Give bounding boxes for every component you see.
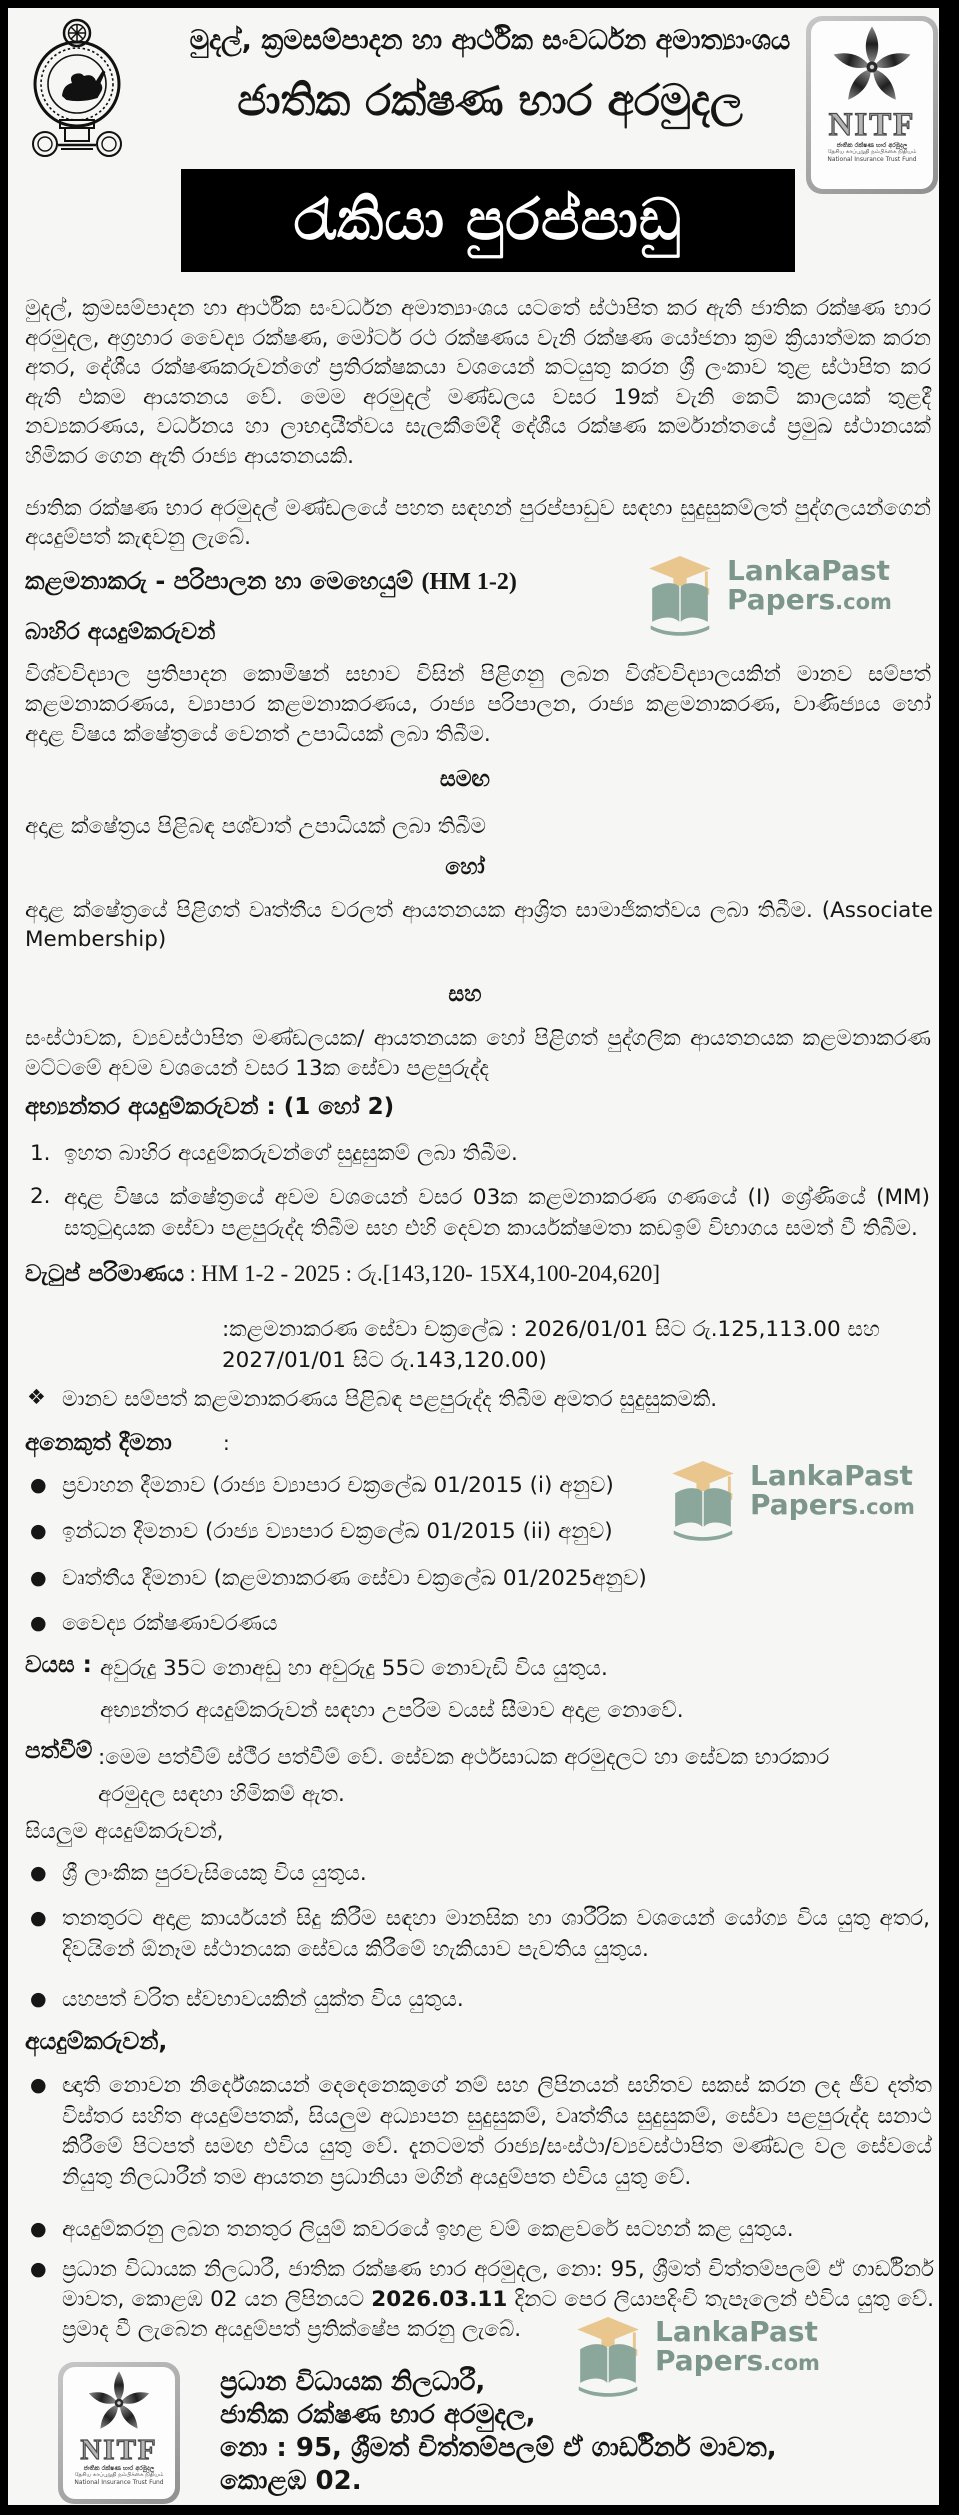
bullet-icon: ●: [30, 2218, 47, 2240]
nitf-caption-english: National Insurance Trust Fund: [74, 2478, 164, 2486]
address-line: කොළඹ 02.: [220, 2466, 362, 2496]
nitf-caption-sinhala: ජාතික රක්ෂණ භාර අරමුදල: [83, 2465, 155, 2472]
nitf-caption-english: National Insurance Trust Fund: [827, 155, 917, 163]
ministry-name: මුදල්, ක්‍රමසම්පාදන හා ආර්ථික සංවර්ධන අමාත්‍යාංශය: [189, 25, 791, 56]
watermark-line2: Papers: [727, 583, 836, 617]
sri-lanka-government-emblem-icon: [24, 16, 130, 164]
nitf-caption-tamil: தேசிய காப்புறுதி நம்பிக்கை நிதியம்: [74, 2472, 164, 2479]
diamond-icon: ❖: [27, 1385, 46, 1409]
external-qualification-4: සංස්ථාවක, ව්‍යවස්ථාපිත මණ්ඩලයක/ ආයතනයක හෝ පිළිගත් පුද්ගලික ආයතනයක කළමනාකරණ මට්ටමේ අවම වශයෙන් වසර 13ක සේවා පළපුරුද්ද: [25, 1026, 931, 1081]
vacancy-banner-title: රැකියා පුරප්පාඩු: [181, 169, 795, 272]
allowances-heading: අනෙකුත් දීමනා: [25, 1430, 172, 1456]
general-item: ශ්‍රී ලාංකික පුරවැසියෙකු විය යුතුය.: [62, 1861, 367, 1886]
watermark-line2: Papers: [655, 2344, 764, 2378]
salary-scale-line: [25, 1261, 931, 1287]
nitf-acronym: NITF: [828, 107, 916, 143]
intro-paragraph-2: ජාතික රක්ෂණ භාර අරමුදල් මණ්ඩලයේ පහත සඳහන් පුරප්පාඩුව සඳහා සුදුසුකම්ලත් පුද්ගලයන්ගෙන් අයදුම්පත් කැඳවනු ලැබේ.: [25, 496, 931, 550]
bullet-icon: ●: [30, 2258, 47, 2280]
extra-qualification-note: මානව සම්පත් කළමනාකරණය පිළිබඳ පළපුරුද්ද තිබීම අමතර සුදුසුකමකි.: [62, 1387, 718, 1412]
lankapast-watermark: [666, 1461, 915, 1543]
external-qualification-1: විශ්වවිද්‍යාල ප්‍රතිපාදන කොමිෂන් සභාව විසින් පිළිගනු ලබන විශ්වවිද්‍යාලයකින් මානව සම්පත් කළමනාකරණය, ව්‍යාපාර කළමනාකරණය, රාජ්‍ය පරිපාලන, රාජ්‍ය කළමනාකරණ, වාණිජ්‍යය හෝ අදාළ විෂය ක්ෂේත්‍රයේ වෙනත් උපාධියක් ලබා තිබීම.: [25, 662, 931, 747]
allowance-item: වෘත්තීය දීමනාව (කළමනාකරණ සේවා චක්‍රලේඛ 01/2025අනුව): [62, 1566, 647, 1591]
footer-address: [220, 2366, 920, 2498]
external-qualification-2: අදාළ ක්ෂේත්‍රය පිළිබඳ පශ්චාත් උපාධියක් ලබා තිබීම: [25, 814, 487, 839]
allowances-colon: :: [222, 1431, 230, 1455]
external-applicants-heading: බාහිර අයදුම්කරුවන්: [25, 619, 216, 645]
bullet-icon: ●: [30, 1612, 47, 1634]
watermark-line1: LankaPast: [655, 2315, 818, 2348]
internal-applicants-heading: අභ්‍යන්තර අයදුම්කරුවන් : (1 හෝ 2): [25, 1094, 395, 1120]
bullet-icon: ●: [30, 1474, 47, 1496]
position-grade-code: (HM 1-2): [421, 569, 517, 595]
salary-note-line1: :කළමනාකරණ සේවා චක්‍රලේඛ : 2026/01/01 සිට රු.125,113.00 සහ: [222, 1317, 880, 1342]
general-item: යහපත් චරිත ස්වභාවයකින් යුක්ත විය යුතුය.: [62, 1987, 464, 2012]
appointment-label: පත්වීම්: [25, 1738, 93, 1764]
watermark-line2: Papers: [750, 1488, 859, 1522]
nitf-flower-icon: [80, 2367, 158, 2439]
salary-label: වැටුප් පරිමාණය: [25, 1261, 185, 1287]
age-note: අභ්‍යන්තර අයදුම්කරුවන් සඳහා උපරිම වයස් සීමාව අදාළ නොවේ.: [100, 1698, 684, 1723]
lankapast-watermark: [643, 556, 892, 638]
allowance-item: ප්‍රවාහන දීමනාව (රාජ්‍ය ව්‍යාපාර චක්‍රලේඛ 01/2015 (i) අනුව): [62, 1473, 614, 1498]
nitf-acronym: NITF: [80, 2434, 158, 2466]
salary-colon: :: [189, 1262, 197, 1286]
applicants-item: ඥාති නොවන නිර්දේශකයන් දෙදෙනෙකුගේ නම් සහ ලිපිනයන් සහිතව සකස් කරන ලද ජීව දත්ත විස්තර සහිත අයදුම්පතක්, සියලුම අධ්‍යාපන සුදුසුකම්, වෘත්තීය සුදුසුකම්, සේවා පළපුරුද්ද සනාථ කිරීමේ පිටපත් සමඟ එවිය යුතු වේ. දැනටමත් රාජ්‍ය/සංස්ථා/ව්‍යවස්ථාපිත මණ්ඩල වල සේවයේ නියුතු නිලධාරීන් තම ආයතන ප්‍රධානියා මගින් අයදුම්පත එවිය යුතු වේ.: [62, 2073, 932, 2190]
intro-paragraph-1: මුදල්, ක්‍රමසම්පාදන හා ආර්ථික සංවර්ධන අමාත්‍යාංශය යටතේ ස්ථාපිත කර ඇති ජාතික රක්ෂණ භාර අරමුදල, අග්‍රහාර වෛද්‍ය රක්ෂණ, මෝටර් රථ රක්ෂණය වැනි රක්ෂණ යෝජනා ක්‍රම ක්‍රියාත්මක කරන අතර, දේශීය රක්ෂණකරුවන්ගේ ප්‍රතිරක්ෂකයා වශයෙන් කටයුතු කරන ශ්‍රී ලංකාව තුළ ස්ථාපිත කර ඇති එකම ආයතනය වේ. මෙම අරමුදල් මණ්ඩලය වසර 19ක් වැනි කෙටි කාලයක් තුළදී නව්‍යකරණය, වර්ධනය හා ලාභදායීත්වය සැලකීමේදී දේශීය රක්ෂණ කර්මාන්තයේ ප්‍රමුඛ ස්ථානයක් හිමිකර ගෙන ඇති රාජ්‍ය ආයතනයකි.: [25, 296, 931, 469]
applicants-heading: අයදුම්කරුවන්,: [25, 2027, 168, 2055]
internal-item-1: ඉහත බාහිර අයදුම්කරුවන්ගේ සුදුසුකම් ලබා තිබීම.: [64, 1141, 518, 1166]
salary-value: HM 1-2 - 2025 : රු.[143,120- 15X4,100-204,620]: [201, 1261, 661, 1286]
bullet-icon: ●: [30, 1862, 47, 1884]
bullet-icon: ●: [30, 1988, 47, 2010]
applicants-item: අයදුම්කරනු ලබන තනතුර ලියුම් කවරයේ ඉහළ වම් කෙළවරේ සටහන් කළ යුතුය.: [62, 2217, 794, 2242]
closing-text-after: දිනට පෙර ලියාපදිංචි තැපෑලෙන් එවිය යුතු වේ. ප්‍රමාද වී ලැබෙන අයදුම්පත් ප්‍රතික්ෂේප කරනු ලැබේ.: [62, 2287, 934, 2342]
appointment-text: :මෙම පත්වීම් ස්ථීර පත්වීම් වේ. සේවක අර්ථසාධක අරමුදලට හා සේවක භාරකාර අරමුදල සඳහා හිමිකම් ඇත.: [98, 1745, 830, 1807]
nitf-logo: [58, 2362, 180, 2504]
nitf-logo: [806, 16, 938, 194]
allowances-heading-line: [25, 1430, 230, 1456]
graduation-cap-book-icon: [643, 556, 717, 638]
watermark-suffix: .com: [858, 1495, 915, 1520]
allowance-item: ඉන්ධන දීමනාව (රාජ්‍ය ව්‍යාපාර චක්‍රලේඛ 01/2015 (ii) අනුව): [62, 1519, 613, 1544]
connector-or: හෝ: [445, 855, 485, 880]
salary-note-line2: 2027/01/01 සිට රු.143,120.00): [222, 1348, 547, 1373]
general-item: තනතුරට අදාළ කාර්යයන් සිදු කිරීම සඳහා මානසික හා ශාරීරික වශයෙන් යෝග්‍ය විය යුතු අතර, දිවයිනේ ඕනෑම ස්ථානයක සේවය කිරීමේ හැකියාව පැවතිය යුතුය.: [62, 1906, 930, 1962]
watermark-suffix: .com: [763, 2351, 820, 2376]
connector-with: සමඟ: [439, 767, 491, 792]
age-label: වයස :: [25, 1652, 92, 1678]
address-line: ප්‍රධාන විධායක නිලධාරී,: [220, 2367, 486, 2397]
allowance-item: වෛද්‍ය රක්ෂණාවරණය: [62, 1611, 278, 1636]
nitf-flower-icon: [824, 21, 920, 113]
age-text: අවුරුදු 35ට නොඅඩු හා අවුරුදු 55ට නොවැඩි විය යුතුය.: [100, 1656, 608, 1681]
nitf-caption-tamil: தேசிய காப்புறுதி நம்பிக்கை நிதியம்: [827, 149, 917, 156]
internal-item-2: අදාළ විෂය ක්ෂේත්‍රයේ අවම වශයෙන් වසර 03ක කළමනාකරණ ගණයේ (I) ශ්‍රේණියේ (MM) සතුටුදායක සේවා පළපුරුද්ද තිබීම සහ එහි දෙවන කාර්යක්ෂමතා කඩඉම් විභාගය සමත් වී තිබීම.: [64, 1185, 930, 1241]
general-intro: සියලුම අයදුම්කරුවන්,: [25, 1819, 224, 1844]
list-number: 1.: [30, 1141, 51, 1166]
bullet-icon: ●: [30, 2074, 47, 2096]
bullet-icon: ●: [30, 1567, 47, 1589]
position-title-sinhala: කළමනාකරු - පරිපාලන හා මෙහෙයුම්: [25, 567, 422, 595]
closing-date: 2026.03.11: [371, 2287, 508, 2312]
list-number: 2.: [30, 1184, 51, 1209]
position-title: [25, 567, 517, 596]
watermark-line1: LankaPast: [750, 1459, 913, 1492]
graduation-cap-book-icon: [666, 1461, 740, 1543]
watermark-line1: LankaPast: [727, 554, 890, 587]
address-line: නො : 95, ශ්‍රීමත් චිත්තම්පලම් ඒ ගාර්ඩිනර් මාවත,: [220, 2433, 777, 2463]
nitf-caption-sinhala: ජාතික රක්ෂණ භාර අරමුදල: [836, 142, 908, 149]
connector-and: සහ: [448, 982, 482, 1007]
external-qualification-3: අදාළ ක්ෂේත්‍රයේ පිළිගත් වෘත්තීය වරලත් ආයතනයක ආශ්‍රිත සාමාජිකත්වය ලබා තිබීම. (Associate Membership): [25, 898, 933, 952]
bullet-icon: ●: [30, 1907, 47, 1929]
organization-name: ජාතික රක්ෂණ භාර අරමුදල: [237, 76, 743, 126]
watermark-suffix: .com: [835, 590, 892, 615]
bullet-icon: ●: [30, 1520, 47, 1542]
closing-text-before: ප්‍රධාන විධායක නිලධාරී, ජාතික රක්ෂණ භාර අරමුදල, නො: 95, ශ්‍රීමත් චිත්තම්පලම් ඒ ගාර්ඩිනර් මාවත, කොළඹ 02 යන ලිපිනයට: [62, 2257, 934, 2312]
address-line: ජාතික රක්ෂණ භාර අරමුදල,: [220, 2400, 536, 2430]
